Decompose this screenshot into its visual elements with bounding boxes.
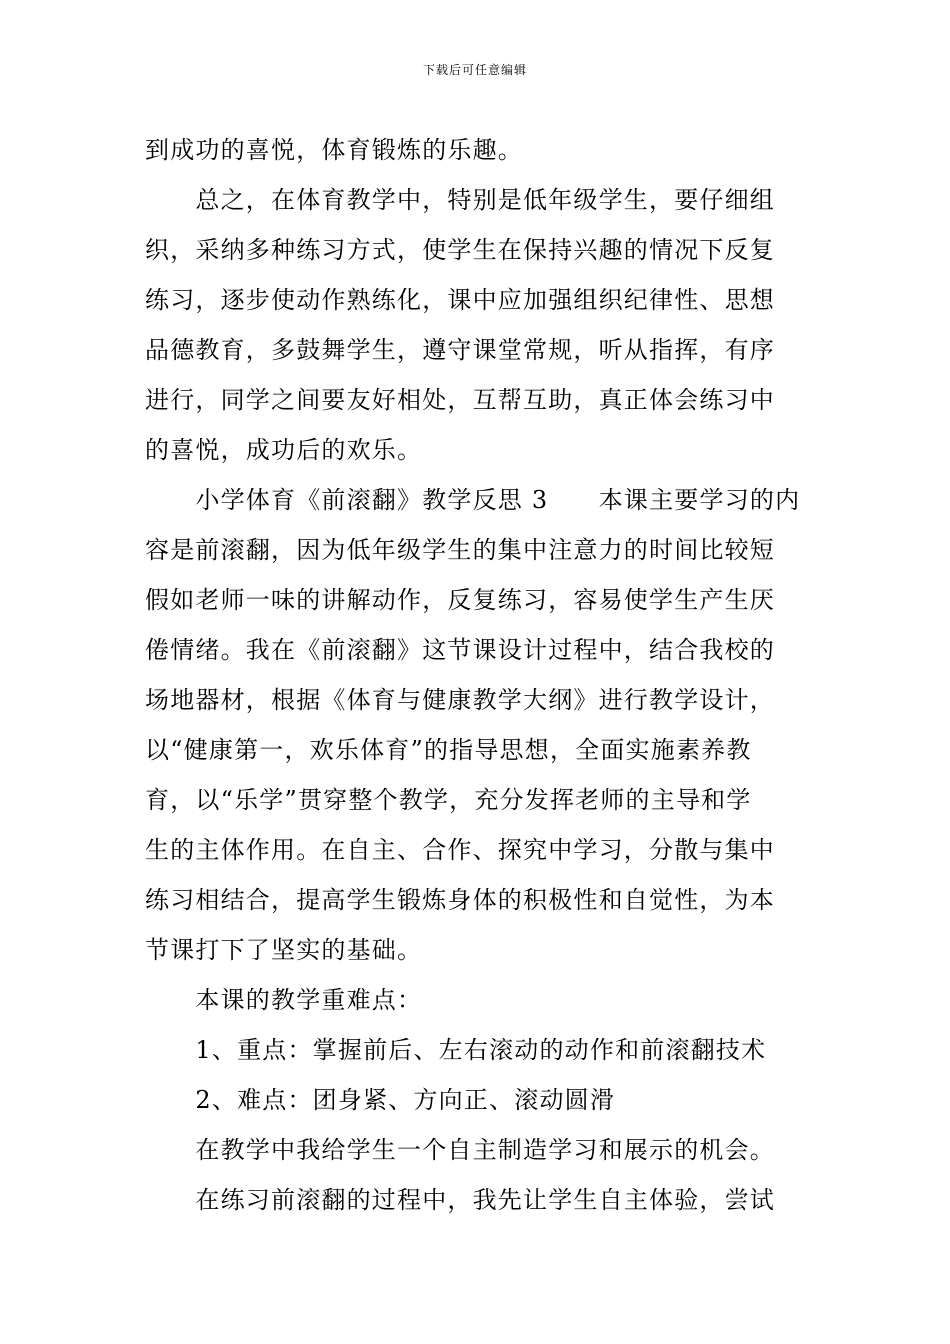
document-body [145, 125, 810, 1225]
text-line: 场地器材，根据《体育与健康教学大纲》进行教学设计， [145, 686, 775, 714]
text-line: 以“健康第一，欢乐体育”的指导思想，全面实施素养教 [145, 736, 752, 764]
text-line: 织，采纳多种练习方式，使学生在保持兴趣的情况下反复 [145, 236, 775, 264]
text-line: 假如老师一味的讲解动作，反复练习，容易使学生产生厌 [145, 586, 775, 614]
text-line: 品德教育，多鼓舞学生，遵守课堂常规，听从指挥，有序 [145, 336, 775, 364]
text-line: 2、难点：团身紧、方向正、滚动圆滑 [145, 1086, 616, 1114]
text-line: 练习，逐步使动作熟练化，课中应加强组织纪律性、思想 [145, 286, 775, 314]
text-line: 生的主体作用。在自主、合作、探究中学习，分散与集中 [145, 836, 775, 864]
text-line: 节课打下了坚实的基础。 [145, 936, 423, 964]
page-header: 下载后可任意编辑 [422, 63, 527, 77]
text-line: 在教学中我给学生一个自主制造学习和展示的机会。 [145, 1136, 775, 1164]
text-line: 到成功的喜悦，体育锻炼的乐趣。 [145, 136, 523, 164]
text-line: 容是前滚翻，因为低年级学生的集中注意力的时间比较短 [145, 536, 775, 564]
text-line: 1、重点：掌握前后、左右滚动的动作和前滚翻技术 [145, 1036, 767, 1064]
text-line: 进行，同学之间要友好相处，互帮互助，真正体会练习中 [145, 386, 775, 414]
text-line: 小学体育《前滚翻》教学反思 3 本课主要学习的内 [145, 486, 801, 514]
text-line: 本课的教学重难点： [145, 986, 423, 1014]
text-line: 在练习前滚翻的过程中，我先让学生自主体验，尝试 [145, 1186, 775, 1214]
text-line: 倦情绪。我在《前滚翻》这节课设计过程中，结合我校的 [145, 636, 775, 664]
text-line: 总之，在体育教学中，特别是低年级学生，要仔细组 [145, 186, 775, 214]
text-line: 的喜悦，成功后的欢乐。 [145, 436, 423, 464]
text-line: 练习相结合，提高学生锻炼身体的积极性和自觉性，为本 [145, 886, 775, 914]
text-line: 育，以“乐学”贯穿整个教学，充分发挥老师的主导和学 [145, 786, 752, 814]
